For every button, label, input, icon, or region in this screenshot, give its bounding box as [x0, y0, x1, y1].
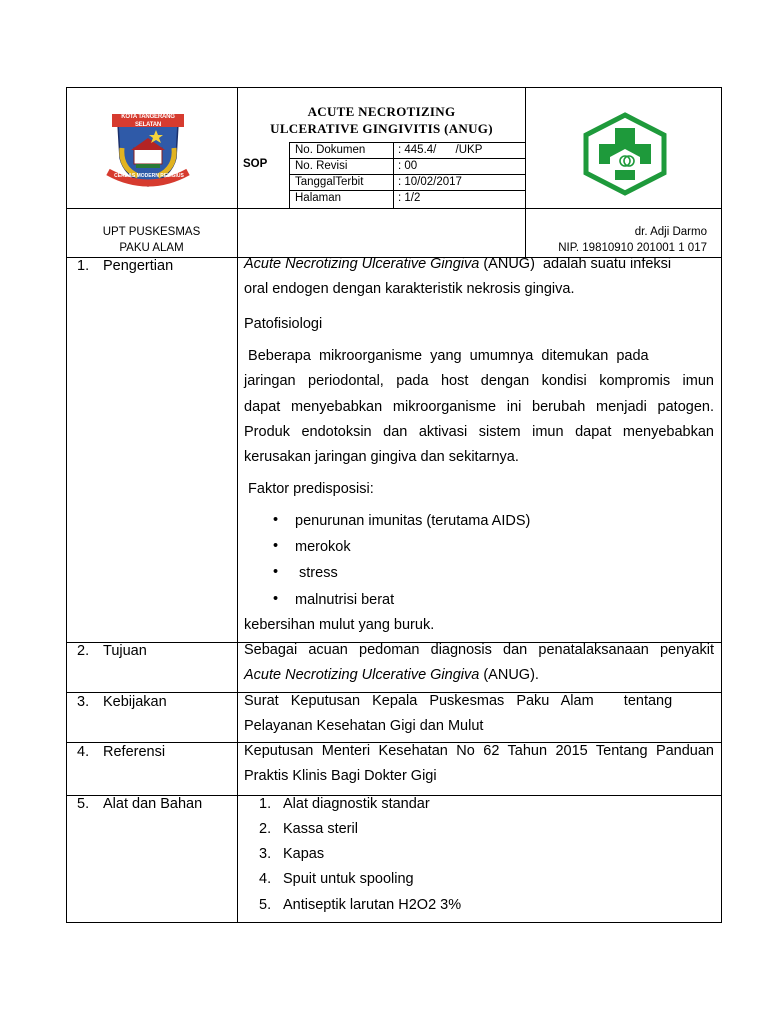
item-text: Alat diagnostik standar	[283, 796, 430, 812]
section-2-body	[244, 638, 714, 689]
section-3-number: 3.	[77, 694, 90, 710]
referensi-line-1: Keputusan Menteri Kesehatan No 62 Tahun 2015 Tentang Panduan	[244, 743, 714, 759]
section-1-definition	[244, 252, 714, 303]
item-number: 4.	[259, 871, 272, 887]
meta-label-dokumen: No. Dokumen	[295, 144, 366, 156]
meta-label-revisi: No. Revisi	[295, 160, 348, 172]
pato-line-5: kerusakan jaringan gingiva dan sekitarnya.	[244, 449, 519, 466]
signer-nip: NIP. 19810910 201001 1 017	[558, 242, 707, 254]
bullet-text-4: malnutrisi berat	[295, 592, 395, 608]
section-4-label: Referensi	[103, 744, 166, 760]
section-5-number: 5.	[77, 796, 90, 812]
table-border-left	[66, 87, 67, 923]
faktor-heading: Faktor predisposisi:	[244, 481, 374, 497]
list-item: • merokok	[273, 538, 351, 555]
item-text: Antiseptik larutan H2O2 3%	[283, 897, 462, 913]
pato-line-1: Beberapa mikroorganisme yang umumnya ditemukan pada	[244, 348, 649, 364]
tujuan-term: Acute Necrotizing Ulcerative Gingiva	[244, 667, 480, 684]
emblem-banner-text: KOTA TANGERANG SELATAN	[121, 114, 175, 128]
list-item: • stress	[273, 564, 338, 581]
section-1-label: Pengertian	[103, 258, 174, 274]
tujuan-rest: (ANUG).	[479, 667, 539, 684]
definition-term: Acute Necrotizing Ulcerative Gingiva	[244, 256, 480, 272]
list-item	[259, 871, 414, 887]
bullet-text-2: merokok	[295, 539, 351, 555]
table-border-bottom	[66, 922, 722, 923]
meta-divider	[393, 142, 394, 208]
meta-value-dokumen: : 445.4/ /UKP	[398, 144, 483, 156]
referensi-line-2: Praktis Klinis Bagi Dokter Gigi	[244, 768, 437, 785]
title-line-1: ACUTE NECROTIZING	[307, 104, 456, 119]
item-number: 1.	[259, 796, 272, 812]
item-text: Kassa steril	[283, 821, 358, 837]
list-item: • malnutrisi berat	[273, 591, 395, 608]
meta-label-halaman: Halaman	[295, 192, 342, 204]
emblem-motto-text: CERDAS MODERN RELIGIUS	[114, 173, 184, 179]
table-border-right	[721, 87, 722, 923]
item-text: Kapas	[283, 846, 325, 862]
tujuan-line-1: Sebagai acuan pedoman diagnosis dan penatalaksanaan penyakit	[244, 642, 714, 658]
section-4-body	[244, 739, 714, 790]
item-number: 3.	[259, 846, 272, 862]
header-separator	[66, 208, 722, 209]
kebijakan-line-2: Pelayanan Kesehatan Gigi dan Mulut	[244, 718, 484, 735]
sop-label: SOP	[243, 158, 268, 170]
org-line-2: PAKU ALAM	[119, 242, 184, 254]
list-item	[259, 821, 358, 837]
section-3-body	[244, 689, 714, 740]
table-border-top	[66, 87, 722, 88]
meta-value-revisi: : 00	[398, 160, 418, 172]
list-item	[259, 796, 430, 812]
list-item	[259, 897, 462, 913]
org-line-1: UPT PUSKESMAS	[102, 226, 201, 238]
pato-line-4: Produk endotoksin dan aktivasi sistem imun dapat menyebabkan	[244, 423, 714, 440]
section-2-number: 2.	[77, 643, 90, 659]
body-column-divider	[237, 257, 238, 923]
patofisiologi-heading: Patofisiologi	[244, 316, 323, 332]
org-name	[66, 224, 237, 256]
signer-name: dr. Adji Darmo	[634, 226, 707, 238]
meta-value-terbit: : 10/02/2017	[398, 176, 462, 188]
bullet-text-1: penurunan imunitas (terutama AIDS)	[295, 513, 531, 529]
item-number: 2.	[259, 821, 272, 837]
section-2-label: Tujuan	[103, 643, 147, 659]
section-3-label: Kebijakan	[103, 694, 167, 710]
item-number: 5.	[259, 897, 272, 913]
section-4-number: 4.	[77, 744, 90, 760]
patofisiologi-body	[244, 344, 714, 470]
title-line-2: ULCERATIVE GINGIVITIS (ANUG)	[270, 121, 493, 136]
item-text: Spuit untuk spooling	[283, 871, 414, 887]
faktor-trailing: kebersihan mulut yang buruk.	[244, 617, 435, 633]
definition-rest-1: (ANUG) adalah suatu infeksi	[479, 256, 672, 272]
puskesmas-cross-icon	[581, 112, 669, 196]
list-item: • penurunan imunitas (terutama AIDS)	[273, 512, 531, 529]
kebijakan-line-1: Surat Keputusan Kepala Puskesmas Paku Alam tentang	[244, 693, 673, 709]
meta-label-terbit: TanggalTerbit	[295, 176, 364, 188]
meta-value-halaman: : 1/2	[398, 192, 421, 204]
sop-divider	[289, 142, 290, 208]
sop-title	[238, 103, 525, 137]
section-5-label: Alat dan Bahan	[103, 796, 203, 812]
definition-line-2: oral endogen dengan karakteristik nekrosis gingiva.	[244, 281, 575, 298]
bullet-text-3: stress	[295, 565, 338, 581]
list-item	[259, 846, 325, 862]
section-1-number: 1.	[77, 258, 90, 274]
pato-line-3: dapat menyebabkan mikroorganisme ini berubah menjadi patogen.	[244, 398, 714, 415]
puskesmas-logo	[581, 112, 669, 196]
pato-line-2: jaringan periodontal, pada host dengan kondisi kompromis imun	[244, 373, 714, 390]
